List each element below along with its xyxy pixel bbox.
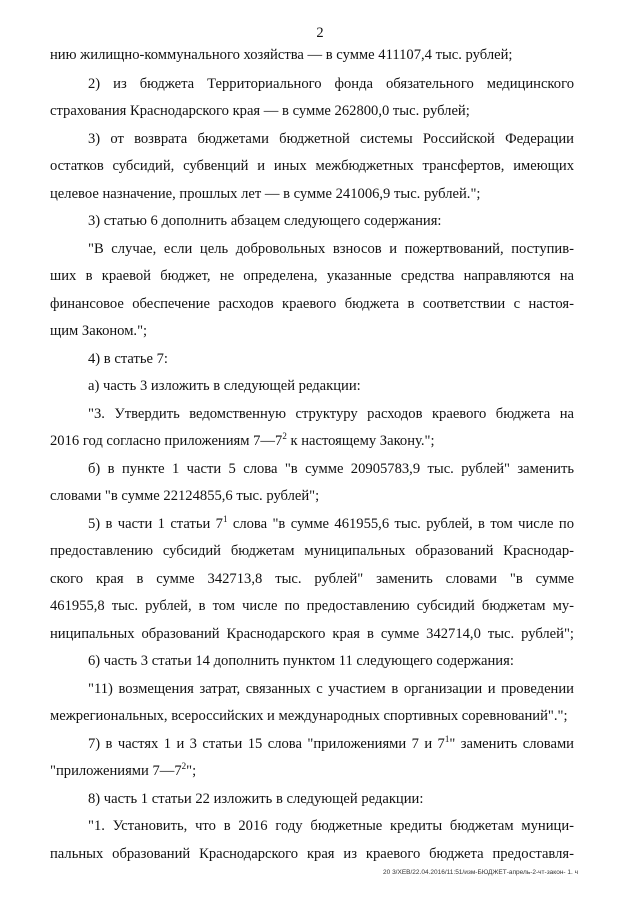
text-segment: 7) в частях 1 и 3 статьи 15 слова "приложениями 7 и 7 [88, 736, 445, 752]
text-line: 8) часть 1 статьи 22 изложить в следующей редакции: [88, 791, 424, 807]
text-line: предоставлению субсидий бюджетам муниципальных образований Краснодар- [50, 543, 574, 559]
text-line [88, 734, 574, 752]
text-line: финансовое обеспечение расходов краевого бюджета в соответствии с настоя- [50, 296, 574, 312]
text-line [50, 431, 574, 449]
text-segment: 2016 год согласно приложениям 7—7 [50, 433, 283, 449]
text-line: нию жилищно-коммунального хозяйства — в сумме 411107,4 тыс. рублей; [50, 47, 513, 63]
text-segment: "приложениями 7—7 [50, 763, 182, 779]
text-line: словами "в сумме 22124855,6 тыс. рублей"; [50, 488, 320, 504]
text-line: межрегиональных, всероссийских и международных спортивных соревнований"."; [50, 708, 568, 724]
text-line: ского края в сумме 342713,8 тыс. рублей" заменить словами "в сумме [50, 571, 574, 587]
superscript: 2 [181, 761, 187, 771]
text-segment: к настоящему Закону."; [286, 433, 435, 449]
text-segment: "; [186, 763, 197, 779]
text-line [50, 761, 574, 779]
superscript: 1 [444, 734, 450, 744]
document-footer-code: 20 3/ХЕВ/22.04.2016/11:51/изм-БЮДЖЕТ-апрель-2-чт-закон- 1. ч [383, 869, 578, 876]
text-line: б) в пункте 1 части 5 слова "в сумме 20905783,9 тыс. рублей" заменить [88, 461, 574, 477]
text-line: "В случае, если цель добровольных взносов и пожертвований, поступив- [88, 241, 574, 257]
text-line: "11) возмещения затрат, связанных с участием в организации и проведении [88, 681, 574, 697]
page-number: 2 [316, 25, 324, 41]
text-line: страхования Краснодарского края — в сумме 262800,0 тыс. рублей; [50, 103, 470, 119]
text-line: ниципальных образований Краснодарского края в сумме 342714,0 тыс. рублей"; [50, 626, 574, 642]
text-line: остатков субсидий, субвенций и иных межбюджетных трансфертов, имеющих [50, 158, 574, 174]
text-line: ших в краевой бюджет, не определена, указанные средства направляются на [50, 268, 574, 284]
superscript: 2 [282, 431, 287, 441]
text-line: "3. Утвердить ведомственную структуру расходов краевого бюджета на [88, 406, 574, 422]
text-line: 3) от возврата бюджетами бюджетной системы Российской Федерации [88, 131, 574, 147]
text-line: а) часть 3 изложить в следующей редакции: [88, 378, 361, 394]
text-line: 4) в статье 7: [88, 351, 168, 367]
superscript: 1 [222, 514, 228, 524]
text-line: пальных образований Краснодарского края из краевого бюджета предоставля- [50, 846, 574, 862]
text-segment: слова "в сумме 461955,6 тыс. рублей, в том числе по [227, 516, 575, 532]
text-line: "1. Установить, что в 2016 году бюджетные кредиты бюджетам муници- [88, 818, 574, 834]
text-line: 6) часть 3 статьи 14 дополнить пунктом 11 следующего содержания: [88, 653, 514, 669]
text-line: 461955,8 тыс. рублей, в том числе по предоставлению субсидий бюджетам му- [50, 598, 574, 614]
text-line: щим Законом."; [50, 323, 148, 339]
text-line: 2) из бюджета Территориального фонда обязательного медицинского [88, 76, 574, 92]
text-line [88, 514, 575, 532]
text-segment: 5) в части 1 статьи 7 [88, 516, 223, 532]
text-line: целевое назначение, прошлых лет — в сумме 241006,9 тыс. рублей."; [50, 186, 481, 202]
text-segment: " заменить словами [449, 736, 574, 752]
text-line: 3) статью 6 дополнить абзацем следующего содержания: [88, 213, 442, 229]
